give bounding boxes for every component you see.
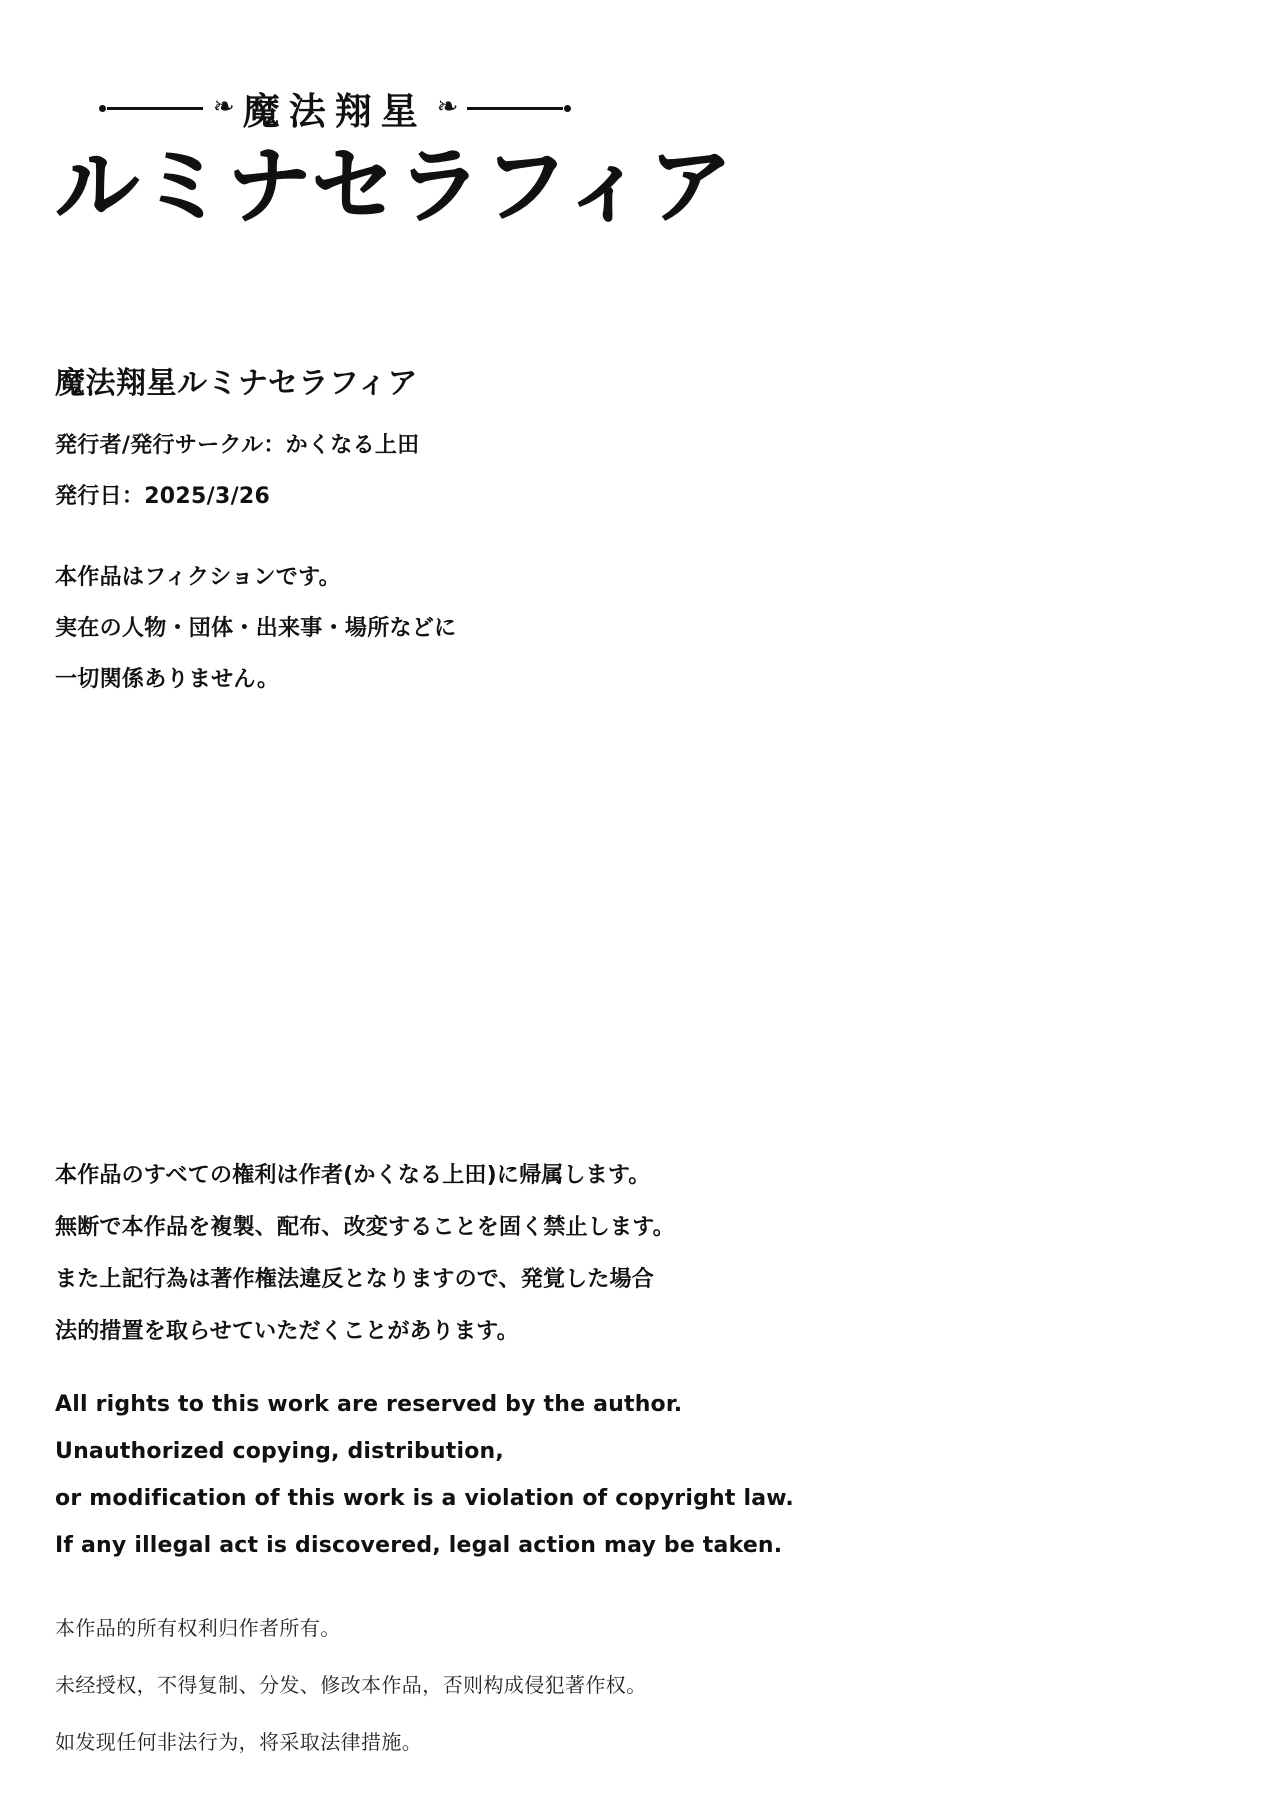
ornament-flourish-left-icon: ❧	[213, 92, 233, 122]
logo-block	[55, 78, 755, 235]
fiction-disclaimer-line: 本作品はフィクションです。	[55, 565, 341, 590]
rights-chinese	[55, 1612, 1155, 1755]
page-title: 魔法翔星ルミナセラフィア	[55, 366, 418, 401]
ornament-line-right-icon	[467, 107, 563, 110]
rights-english-line: or modification of this work is a violation of copyright law.	[55, 1486, 794, 1511]
publisher-line: 発行者/発行サークル：かくなる上田	[55, 433, 420, 458]
logo-ornament-row	[55, 78, 755, 138]
rights-english-line: Unauthorized copying, distribution,	[55, 1439, 504, 1464]
rights-japanese	[55, 1158, 1155, 1345]
ornament-line-left-icon	[107, 107, 203, 110]
logo-main-title: ルミナセラフィア	[55, 137, 735, 235]
rights-chinese-line: 未经授权，不得复制、分发、修改本作品，否则构成侵犯著作权。	[55, 1673, 647, 1697]
rights-english	[55, 1392, 1155, 1558]
rights-japanese-line: 法的措置を取らせていただくことがあります。	[55, 1319, 519, 1344]
rights-japanese-line: また上記行為は著作権法違反となりますので、発覚した場合	[55, 1267, 654, 1292]
fiction-disclaimer	[55, 560, 1055, 693]
ornament-flourish-right-icon: ❧	[436, 92, 457, 122]
logo-subtitle: 魔法翔星	[242, 90, 427, 133]
publication-date-line: 発行日：2025/3/26	[55, 484, 271, 509]
rights-chinese-line: 如发现任何非法行为，将采取法律措施。	[55, 1730, 423, 1754]
rights-japanese-line: 無断で本作品を複製、配布、改変することを固く禁止します。	[55, 1215, 675, 1240]
rights-chinese-line: 本作品的所有权利归作者所有。	[55, 1616, 341, 1640]
fiction-disclaimer-line: 実在の人物・団体・出来事・場所などに	[55, 616, 457, 641]
colophon-block	[55, 358, 1055, 713]
rights-english-line: All rights to this work are reserved by the author.	[55, 1392, 683, 1417]
rights-block	[55, 1158, 1155, 1783]
fiction-disclaimer-line: 一切関係ありません。	[55, 667, 280, 692]
rights-english-line: If any illegal act is discovered, legal action may be taken.	[55, 1533, 783, 1558]
rights-japanese-line: 本作品のすべての権利は作者(かくなる上田)に帰属します。	[55, 1163, 651, 1188]
